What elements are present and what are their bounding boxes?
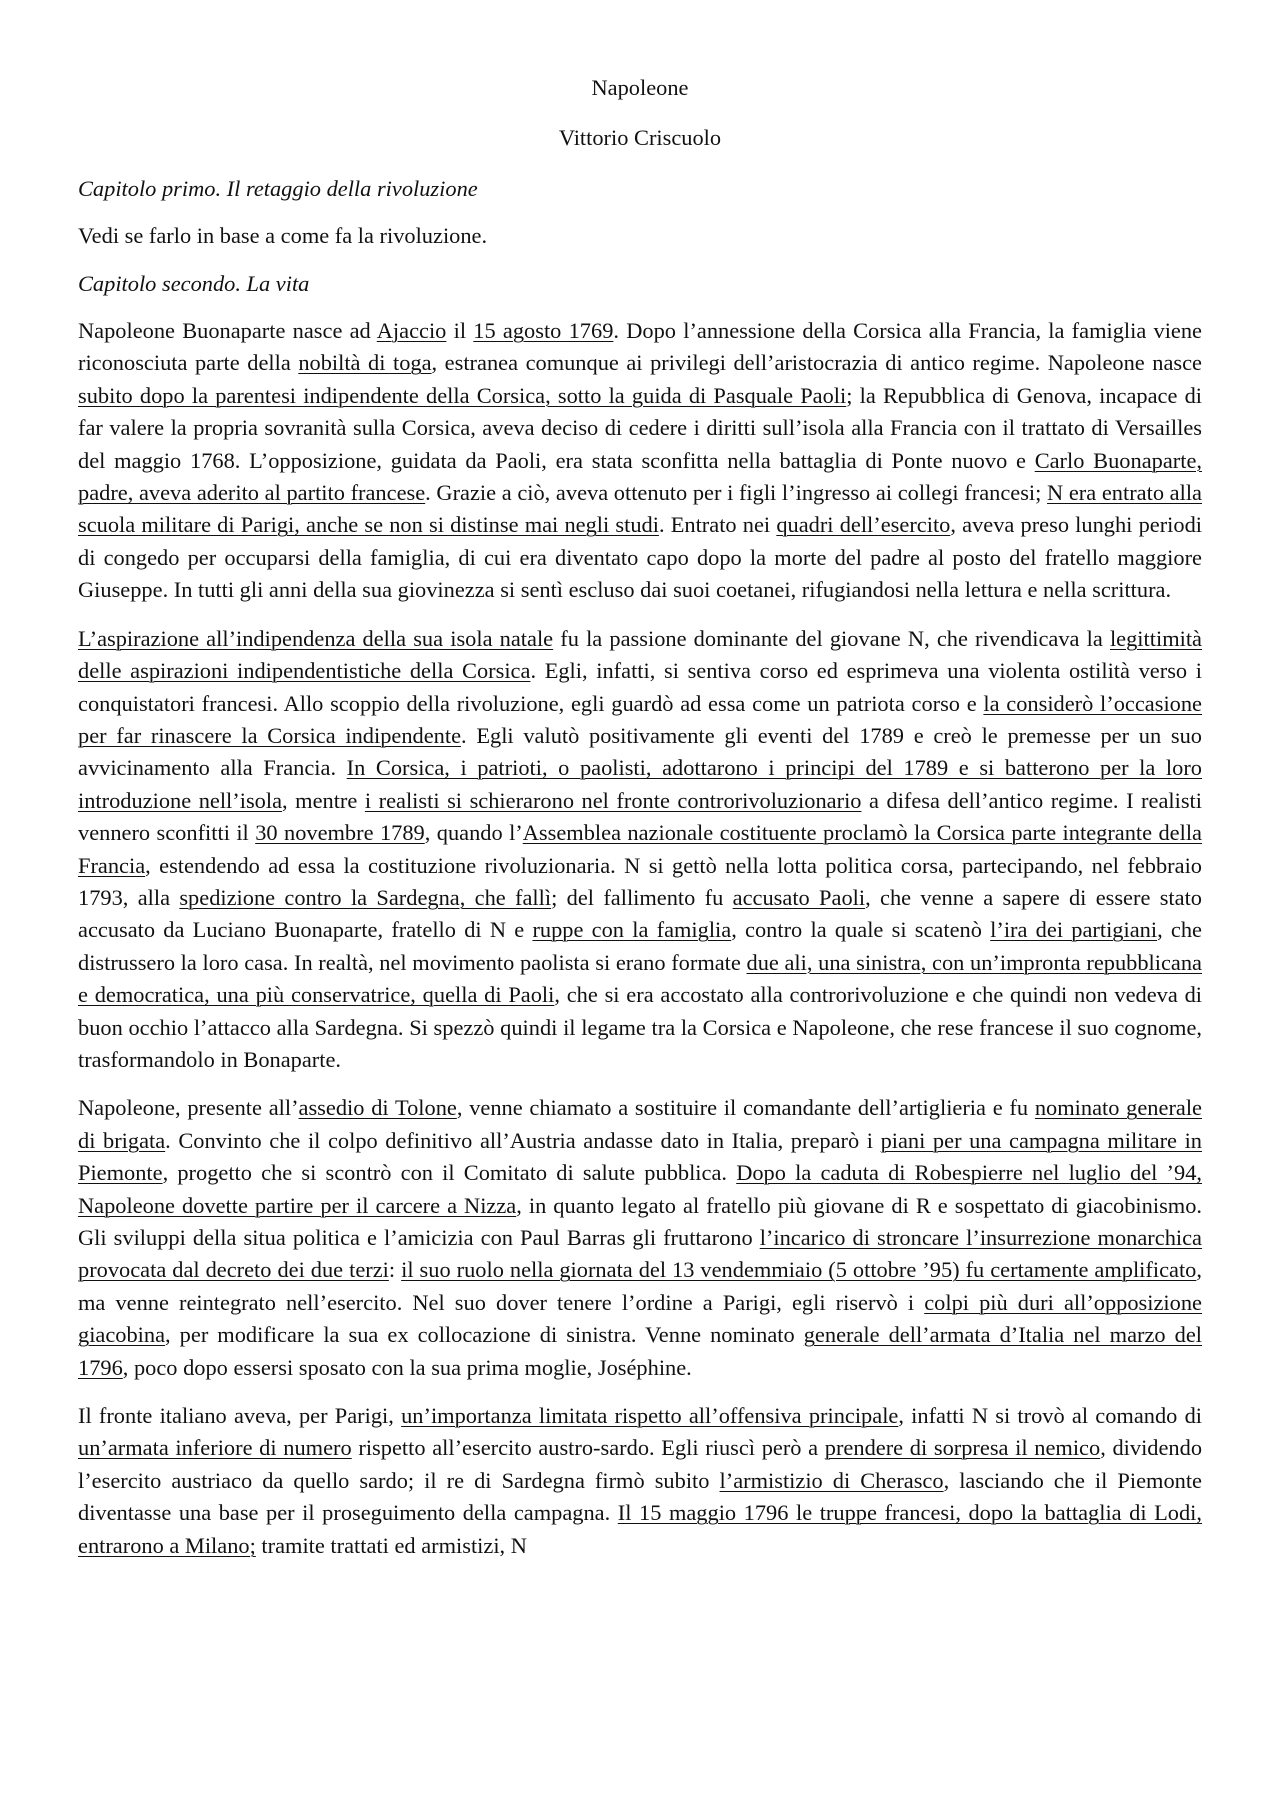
underlined-text: 15 agosto 1769 bbox=[473, 318, 614, 344]
underlined-text: due ali, una sinistra, con un’impronta repubblicana e democratica, una più conservatrice, quella di Paoli bbox=[78, 949, 1202, 1008]
underlined-text: subito dopo la parentesi indipendente della Corsica, sotto la guida di Pasquale Paoli bbox=[78, 382, 847, 408]
text-run: , infatti N si trovò al comando di bbox=[898, 1403, 1202, 1429]
underlined-text: nobiltà di toga bbox=[298, 350, 432, 376]
underlined-text: l’armistizio di Cherasco bbox=[719, 1467, 944, 1493]
text-run: , estranea comunque ai privilegi dell’aristocrazia di antico regime. Napoleone nasce bbox=[431, 350, 1202, 376]
text-run: a difesa dell’antico regime. I realisti vennero sconfitti il bbox=[78, 787, 1202, 846]
underlined-text: Carlo Buonaparte, padre, aveva aderito al partito francese bbox=[78, 447, 1202, 506]
text-run: Il fronte italiano aveva, per Parigi, bbox=[78, 1403, 402, 1429]
text-run: , quando l’ bbox=[424, 820, 523, 846]
text-run: , estendendo ad essa la costituzione rivoluzionaria. N si gettò nella lotta politica corsa, partecipando, nel febbraio 1793, alla bbox=[78, 852, 1202, 910]
underlined-text: Assemblea nazionale costituente proclamò la Corsica parte integrante della Francia bbox=[78, 820, 1202, 878]
text-run: . Entrato nei bbox=[658, 512, 777, 538]
underlined-text: colpi più duri all’opposizione giacobina bbox=[78, 1289, 1202, 1348]
text-run: rispetto all’esercito austro-sardo. Egli riuscì però a bbox=[351, 1435, 825, 1461]
underlined-text: un’armata inferiore di numero bbox=[78, 1435, 352, 1461]
underlined-text: Ajaccio bbox=[376, 318, 447, 344]
underlined-text: ruppe con la famiglia bbox=[532, 917, 732, 943]
underlined-text: L’aspirazione all’indipendenza della sua isola natale bbox=[78, 625, 554, 651]
text-run: . Grazie a ciò, aveva ottenuto per i figli l’ingresso ai collegi francesi; bbox=[425, 480, 1048, 506]
underlined-text: la considerò l’occasione per far rinascere la Corsica indipendente bbox=[78, 690, 1202, 748]
text-run: . Egli valutò positivamente gli eventi del 1789 e creò le premesse per un suo avvicinamento alla Francia. bbox=[78, 722, 1202, 781]
underlined-text: un’importanza limitata rispetto all’offensiva principale bbox=[401, 1403, 899, 1429]
text-run: ; la Repubblica di Genova, incapace di far valere la propria sovranità sulla Corsica, aveva deciso di cedere i diritti sull’isola alla Francia con il trattato di Versailles del maggio 1768. L’opposizione, guidata da Paoli, era stata sconfitta nella battaglia di Ponte nuovo e bbox=[78, 382, 1202, 473]
underlined-text: In Corsica, i patrioti, o paolisti, adottarono i principi del 1789 e si batterono per la loro introduzione nell’isola bbox=[78, 755, 1202, 813]
text-run: . Convinto che il colpo definitivo all’Austria andasse dato in Italia, preparò i bbox=[165, 1127, 881, 1153]
chapter-two-heading: Capitolo secondo. La vita bbox=[78, 270, 310, 296]
text-run: : bbox=[388, 1257, 402, 1283]
text-run: , che si era accostato alla controrivoluzione e che quindi non vedeva di buon occhio l’attacco alla Sardegna. Si spezzò quindi il legame tra la Corsica e Napoleone, che rese francese il suo cognome, trasformandolo in Bonaparte. bbox=[78, 982, 1202, 1072]
underlined-text: generale dell’armata d’Italia nel marzo del 1796 bbox=[78, 1322, 1202, 1380]
body-paragraph bbox=[78, 1400, 1202, 1562]
text-run: , dividendo l’esercito austriaco da quello sardo; il re di Sardegna firmò subito bbox=[78, 1435, 1203, 1493]
underlined-text: il suo ruolo nella giornata del 13 vendemmiaio (5 ottobre ’95) fu certamente amplificato bbox=[401, 1257, 1197, 1283]
document-author: Vittorio Criscuolo bbox=[558, 125, 722, 151]
text-run: , aveva preso lunghi periodi di congedo per occuparsi della famiglia, di cui era diventato capo dopo la morte del padre al posto del fratello maggiore Giuseppe. In tutti gli anni della sua giovinezza si sentì escluso dai suoi coetanei, rifugiandosi nella lettura e nella scrittura. bbox=[78, 512, 1203, 603]
text-run: , poco dopo essersi sposato con la sua prima moglie, Joséphine. bbox=[122, 1354, 692, 1380]
chapter-one-heading: Capitolo primo. Il retaggio della rivoluzione bbox=[78, 175, 478, 201]
underlined-text: Il 15 maggio 1796 le truppe francesi, dopo la battaglia di Lodi, entrarono a Milano; bbox=[78, 1500, 1203, 1558]
body-text bbox=[78, 315, 1202, 1562]
text-run: . Dopo l’annessione della Corsica alla Francia, la famiglia viene riconosciuta parte della bbox=[78, 318, 1202, 376]
underlined-text: assedio di Tolone bbox=[298, 1095, 457, 1121]
body-paragraph bbox=[78, 315, 1202, 607]
text-run: . Egli, infatti, si sentiva corso ed esprimeva una violenta ostilità verso i conquistatori francesi. Allo scoppio della rivoluzione, egli guardò ad essa come un patriota corso e bbox=[78, 658, 1202, 716]
underlined-text: prendere di sorpresa il nemico bbox=[824, 1435, 1101, 1461]
underlined-text: i realisti si schierarono nel fronte controrivoluzionario bbox=[364, 787, 862, 813]
text-run: tramite trattati ed armistizi, N bbox=[255, 1532, 527, 1558]
underlined-text: 30 novembre 1789 bbox=[255, 820, 425, 846]
document-title: Napoleone bbox=[591, 75, 689, 100]
body-paragraph bbox=[78, 623, 1202, 1077]
underlined-text: accusato Paoli bbox=[732, 884, 866, 910]
text-run: il bbox=[446, 318, 474, 344]
underlined-text: legittimità delle aspirazioni indipendentistiche della Corsica bbox=[78, 625, 1202, 684]
underlined-text: nominato generale di brigata bbox=[78, 1095, 1202, 1153]
text-run: , progetto che si scontrò con il Comitato di salute pubblica. bbox=[162, 1160, 737, 1186]
text-run: ; del fallimento fu bbox=[551, 884, 733, 910]
underlined-text: l’incarico di stroncare l’insurrezione monarchica provocata dal decreto dei due terzi bbox=[78, 1225, 1202, 1283]
body-paragraph bbox=[78, 1092, 1202, 1384]
text-run: Napoleone Buonaparte nasce ad bbox=[78, 318, 377, 344]
underlined-text: piani per una campagna militare in Piemonte bbox=[78, 1127, 1202, 1186]
text-run: , che distrussero la loro casa. In realtà, nel movimento paolista si erano formate bbox=[78, 917, 1202, 975]
text-run: , per modificare la sua ex collocazione di sinistra. Venne nominato bbox=[165, 1322, 804, 1348]
underlined-text: Dopo la caduta di Robespierre nel luglio del ’94, Napoleone dovette partire per il carcere a Nizza bbox=[78, 1160, 1202, 1218]
text-run: , mentre bbox=[282, 787, 365, 813]
text-run: Napoleone, presente all’ bbox=[78, 1095, 299, 1121]
text-run: , venne chiamato a sostituire il comandante dell’artiglieria e fu bbox=[456, 1095, 1035, 1121]
underlined-text: quadri dell’esercito bbox=[776, 512, 951, 538]
text-run: , che venne a sapere di essere stato accusato da Luciano Buonaparte, fratello di N e bbox=[78, 884, 1202, 943]
underlined-text: spedizione contro la Sardegna, che fallì bbox=[179, 884, 552, 910]
text-run: , contro la quale si scatenò bbox=[731, 917, 991, 943]
underlined-text: N era entrato alla scuola militare di Parigi, anche se non si distinse mai negli studi bbox=[78, 480, 1202, 538]
text-run: , ma venne reintegrato nell’esercito. Nel suo dover tenere l’ordine a Parigi, egli riservò i bbox=[78, 1257, 1202, 1315]
note-line: Vedi se farlo in base a come fa la rivoluzione. bbox=[78, 223, 488, 249]
underlined-text: l’ira dei partigiani bbox=[990, 917, 1158, 943]
text-run: fu la passione dominante del giovane N, che rivendicava la bbox=[553, 625, 1110, 651]
text-run: , lasciando che il Piemonte diventasse una base per il proseguimento della campagna. bbox=[78, 1467, 1202, 1526]
text-run: , in quanto legato al fratello più giovane di R e sospettato di giacobinismo. Gli sviluppi della situa politica e l’amicizia con Paul Barras gli fruttarono bbox=[78, 1192, 1202, 1250]
